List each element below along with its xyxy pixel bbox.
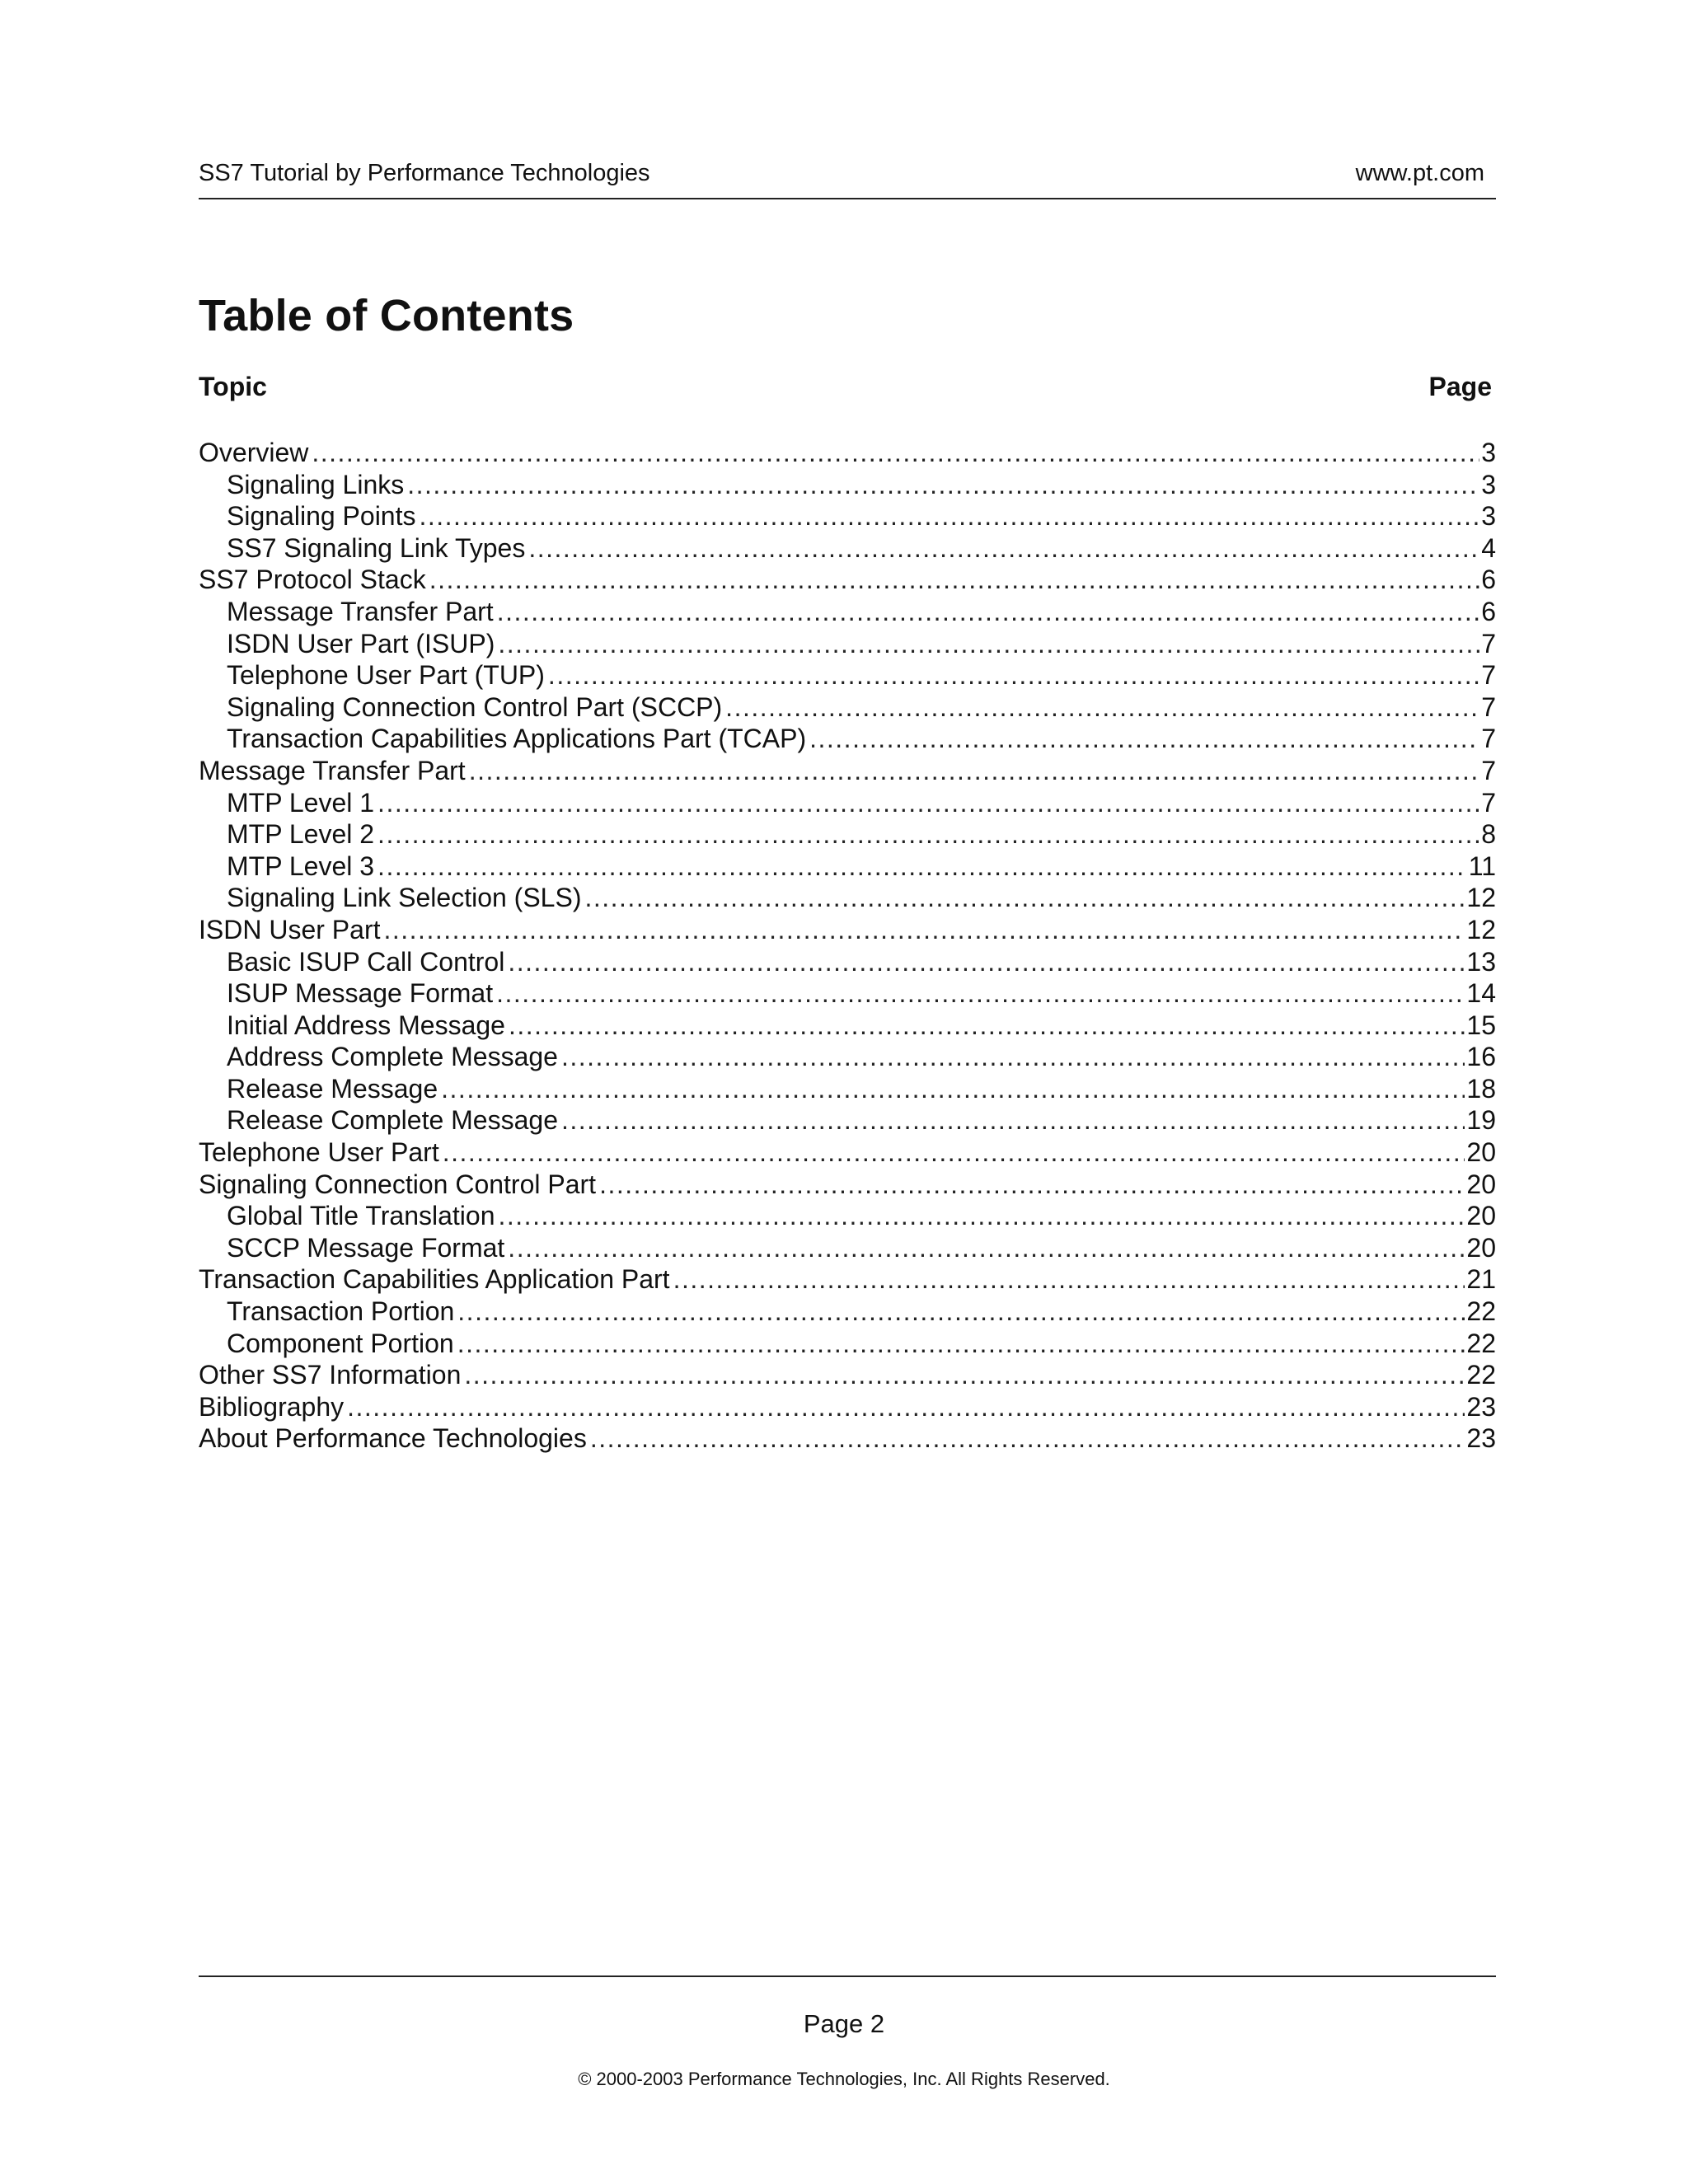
toc-entry-label: Global Title Translation (227, 1201, 495, 1231)
dot-leader (464, 1359, 1465, 1391)
toc-subentry[interactable] (199, 691, 1496, 724)
toc-subentry[interactable] (199, 628, 1496, 660)
toc-subentry[interactable] (199, 1041, 1496, 1073)
toc-entry[interactable] (199, 1169, 1496, 1201)
toc-entry[interactable] (199, 1263, 1496, 1296)
dot-leader (443, 1137, 1465, 1169)
toc-entry-label: MTP Level 2 (227, 819, 375, 850)
dot-leader (584, 882, 1465, 914)
toc-entry-page-number: 4 (1481, 532, 1496, 563)
footer-page-number: Page 2 (803, 2009, 885, 2038)
table-of-contents (199, 437, 1496, 1455)
toc-column-headers (199, 372, 1492, 408)
footer-copyright: © 2000-2003 Performance Technologies, Inc. All Rights Reserved. (578, 2069, 1110, 2089)
toc-entry-page-number: 14 (1466, 978, 1496, 1009)
topic-column-header: Topic (199, 372, 267, 401)
toc-entry-label: Component Portion (227, 1328, 454, 1358)
toc-entry-label: Telephone User Part (199, 1137, 439, 1168)
toc-entry-page-number: 20 (1466, 1232, 1496, 1263)
toc-entry-page-number: 7 (1481, 691, 1496, 722)
toc-entry-page-number: 16 (1466, 1042, 1496, 1072)
toc-entry-label: MTP Level 3 (227, 851, 375, 881)
toc-entry-label: ISDN User Part (ISUP) (227, 628, 495, 658)
toc-subentry[interactable] (199, 818, 1496, 851)
toc-entry-page-number: 20 (1466, 1169, 1496, 1199)
toc-entry-label: Signaling Links (227, 469, 405, 499)
dot-leader (508, 946, 1465, 978)
toc-subentry[interactable] (199, 723, 1496, 755)
dot-leader (377, 787, 1479, 819)
dot-leader (561, 1104, 1465, 1137)
toc-entry-label: Transaction Capabilities Application Part (199, 1264, 670, 1295)
dot-leader (561, 1041, 1465, 1073)
dot-leader (509, 1010, 1465, 1042)
toc-entry-label: SCCP Message Format (227, 1232, 505, 1263)
toc-entry-label: MTP Level 1 (227, 787, 375, 818)
toc-entry-page-number: 22 (1466, 1360, 1496, 1390)
toc-subentry[interactable] (199, 532, 1496, 565)
toc-subentry[interactable] (199, 500, 1496, 532)
toc-entry-label: Signaling Connection Control Part (199, 1169, 597, 1199)
toc-entry-label: Initial Address Message (227, 1010, 505, 1040)
dot-leader (457, 1296, 1465, 1328)
dot-leader (429, 564, 1480, 596)
toc-entry[interactable] (199, 1422, 1496, 1455)
dot-leader (809, 723, 1479, 755)
toc-subentry[interactable] (199, 1010, 1496, 1042)
toc-entry[interactable] (199, 1137, 1496, 1169)
toc-entry-page-number: 18 (1466, 1073, 1496, 1104)
toc-entry[interactable] (199, 437, 1496, 469)
toc-entry-label: SS7 Protocol Stack (199, 565, 426, 595)
toc-entry-page-number: 23 (1466, 1423, 1496, 1454)
toc-entry[interactable] (199, 914, 1496, 946)
dot-leader (548, 659, 1479, 691)
toc-entry-label: Message Transfer Part (227, 596, 494, 626)
toc-entry-page-number: 12 (1466, 883, 1496, 913)
dot-leader (599, 1169, 1465, 1201)
toc-entry-page-number: 23 (1466, 1391, 1496, 1422)
toc-entry-page-number: 22 (1466, 1296, 1496, 1327)
toc-entry-label: Other SS7 Information (199, 1360, 462, 1390)
toc-entry-label: Telephone User Part (TUP) (227, 660, 545, 691)
toc-entry-page-number: 21 (1466, 1264, 1496, 1295)
toc-entry[interactable] (199, 1391, 1496, 1423)
page-column-header: Page (1428, 372, 1492, 401)
footer-divider (199, 1975, 1496, 1977)
toc-entry-page-number: 7 (1481, 628, 1496, 658)
dot-leader (419, 500, 1479, 532)
toc-entry-label: Overview (199, 438, 309, 467)
toc-entry-page-number: 12 (1466, 914, 1496, 944)
page-title: Table of Contents (199, 291, 574, 340)
toc-entry-page-number: 7 (1481, 755, 1496, 785)
dot-leader (725, 691, 1479, 724)
toc-entry-label: ISUP Message Format (227, 978, 494, 1009)
dot-leader (407, 469, 1479, 501)
toc-entry-page-number: 7 (1481, 660, 1496, 691)
dot-leader (347, 1391, 1465, 1423)
dot-leader (383, 914, 1465, 946)
toc-entry-label: ISDN User Part (199, 914, 381, 944)
toc-entry-page-number: 3 (1481, 501, 1496, 532)
toc-entry-page-number: 15 (1466, 1010, 1496, 1040)
dot-leader (673, 1263, 1465, 1296)
header-document-title: SS7 Tutorial by Performance Technologies (199, 160, 650, 186)
toc-subentry[interactable] (199, 1104, 1496, 1137)
toc-entry-label: Signaling Connection Control Part (SCCP) (227, 691, 723, 722)
toc-subentry[interactable] (199, 787, 1496, 819)
toc-entry-label: Signaling Points (227, 501, 416, 532)
header-website-link[interactable]: www.pt.com (1355, 160, 1484, 186)
toc-subentry[interactable] (199, 659, 1496, 691)
dot-leader (497, 596, 1480, 628)
toc-entry-label: Transaction Portion (227, 1296, 455, 1327)
dot-leader (457, 1328, 1465, 1360)
toc-entry-page-number: 7 (1481, 787, 1496, 818)
page-header (199, 157, 1496, 199)
toc-subentry[interactable] (199, 946, 1496, 978)
toc-entry-page-number: 13 (1466, 946, 1496, 977)
toc-entry[interactable] (199, 1359, 1496, 1391)
toc-entry-page-number: 22 (1466, 1328, 1496, 1358)
dot-leader (377, 818, 1479, 851)
dot-leader (508, 1232, 1465, 1264)
dot-leader (528, 532, 1479, 565)
toc-entry-label: Basic ISUP Call Control (227, 946, 505, 977)
toc-entry-label: Message Transfer Part (199, 755, 466, 785)
toc-entry-label: Bibliography (199, 1391, 345, 1422)
dot-leader (590, 1422, 1465, 1455)
toc-subentry[interactable] (199, 1200, 1496, 1232)
toc-subentry[interactable] (199, 977, 1496, 1010)
dot-leader (496, 977, 1465, 1010)
toc-subentry[interactable] (199, 1073, 1496, 1105)
toc-subentry[interactable] (199, 469, 1496, 501)
toc-entry[interactable] (199, 564, 1496, 596)
dot-leader (469, 755, 1480, 787)
toc-entry-label: About Performance Technologies (199, 1423, 587, 1454)
toc-entry-page-number: 20 (1466, 1137, 1496, 1168)
toc-subentry[interactable] (199, 596, 1496, 628)
dot-leader (498, 628, 1479, 660)
toc-entry-page-number: 3 (1481, 438, 1496, 467)
dot-leader (312, 437, 1479, 469)
toc-entry-page-number: 8 (1481, 819, 1496, 850)
toc-subentry[interactable] (199, 1296, 1496, 1328)
toc-entry-page-number: 19 (1466, 1105, 1496, 1136)
toc-entry-label: Signaling Link Selection (SLS) (227, 883, 582, 913)
toc-subentry[interactable] (199, 1232, 1496, 1264)
toc-entry-page-number: 11 (1468, 851, 1496, 881)
toc-entry[interactable] (199, 755, 1496, 787)
dot-leader (499, 1200, 1465, 1232)
toc-entry-label: Release Message (227, 1073, 438, 1104)
dot-leader (377, 851, 1467, 883)
toc-entry-page-number: 20 (1466, 1201, 1496, 1231)
toc-entry-page-number: 3 (1481, 469, 1496, 499)
toc-subentry[interactable] (199, 851, 1496, 883)
dot-leader (441, 1073, 1465, 1105)
toc-entry-label: Release Complete Message (227, 1105, 558, 1136)
toc-subentry[interactable] (199, 1328, 1496, 1360)
toc-entry-label: Address Complete Message (227, 1042, 558, 1072)
toc-entry-page-number: 6 (1481, 596, 1496, 626)
toc-subentry[interactable] (199, 882, 1496, 914)
toc-entry-label: Transaction Capabilities Applications Part (TCAP) (227, 724, 807, 754)
toc-entry-page-number: 6 (1481, 565, 1496, 595)
toc-entry-page-number: 7 (1481, 724, 1496, 754)
toc-entry-label: SS7 Signaling Link Types (227, 532, 526, 563)
